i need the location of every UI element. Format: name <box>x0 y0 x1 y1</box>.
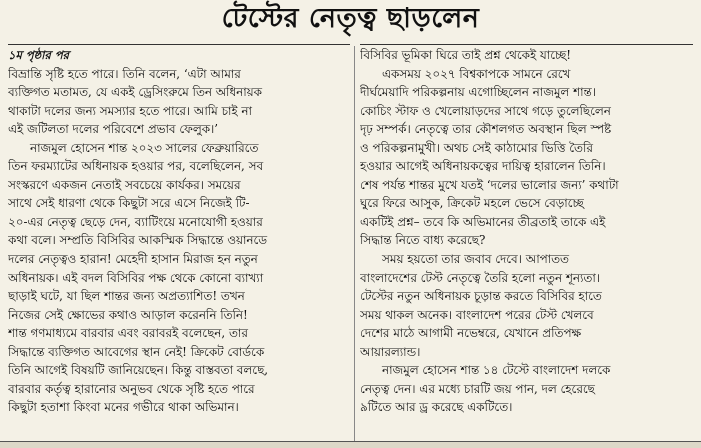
text-line: ২০-এর নেতৃত্ব ছেড়ে দেন, ব্যাটিংয়ে মনোযোগী হওয়ার <box>8 214 263 229</box>
paragraph <box>8 139 350 417</box>
text-line: হওয়ার আগেই অধিনায়কত্বের দায়িত্ব হারালেন তিনি। <box>360 159 606 174</box>
text-line: সিদ্ধান্তে ব্যক্তিগত আবেগের স্থান নেই! ক্রিকেট বোর্ডকে <box>8 344 265 359</box>
paragraph <box>360 250 693 361</box>
text-line: তিনি আগেই বিষয়টি জানিয়েছেন। কিন্তু বাস্তবতা বলছে, <box>8 363 269 378</box>
text-line: শেষ পর্যন্ত শান্তর মুখে যতই ‘দলের ভালোর জন্য’ কথাটা <box>360 177 619 192</box>
text-line: বিসিবির ভূমিকা ঘিরে তাই প্রশ্ন থেকেই যাচ্ছে! <box>360 48 572 62</box>
text-line: নিজের সেই ক্ষোভের কথাও আড়াল করেননি তিনি! <box>8 307 248 322</box>
text-line: বারবার কর্তৃত্ব হারানোর অনুভব থেকে সৃষ্টি হতে পারে <box>8 381 255 396</box>
text-line: দীর্ঘমেয়াদি পরিকল্পনায় এগোচ্ছিলেন নাজমুল শান্ত। <box>360 85 596 100</box>
text-line: সংস্করণে একজন নেতাই সবচেয়ে কার্যকর। সময়ের <box>8 177 241 192</box>
text-line: ৯টিতে আর ড্র করেছে একটিতে। <box>360 400 513 415</box>
text-line: একটিই প্রশ্ন– তবে কি অভিমানের তীব্রতাই তাকে এই <box>360 214 606 229</box>
headline-rule-left <box>8 44 350 45</box>
text-line: কথা বলে। সম্প্রতি বিসিবির আকস্মিক সিদ্ধান্তে ওয়ানডে <box>8 233 268 248</box>
article-column-left <box>8 46 350 441</box>
text-line: নাজমুল হোসেন শান্ত ১৪ টেস্টে বাংলাদেশ দলকে <box>382 363 611 378</box>
text-line: ছাড়াই ঘটে, যা ছিল শান্তর জন্য অপ্রত্যাশিত! তখন <box>8 289 245 304</box>
text-line: সাথে সেই ধারণা থেকে কিছুটা সরে এসে নিজেই টি- <box>8 196 250 211</box>
continued-label: ১ম পৃষ্ঠার পর <box>8 48 69 62</box>
paragraph <box>360 46 693 65</box>
text-line: দেশের মাঠে আগামী নভেম্বরে, যেখানে প্রতিপক্ষ <box>360 326 582 341</box>
text-line: ও পরিকল্পনামুখী। অথচ সেই কাঠামোর ভিত্তি তৈরি <box>360 140 593 155</box>
article-column-right <box>360 46 693 441</box>
text-line: একসময় ২০২৭ বিশ্বকাপকে সামনে রেখে <box>382 66 571 81</box>
text-line: সিদ্ধান্ত নিতে বাধ্য করেছে? <box>360 233 486 248</box>
text-line: কোচিং স্টাফ ও খেলোয়াড়দের সাথে গড়ে তুলেছিলেন <box>360 103 611 118</box>
text-line: থাকাটা দলের জন্য সমস্যার হতে পারে। আমি চাই না <box>8 103 252 118</box>
text-line: তিন ফরম্যাটের অধিনায়ক হওয়ার পর, বলেছিলেন, সব <box>8 159 264 174</box>
text-line: অধিনায়ক। এই বদল বিসিবির পক্ষ থেকে কোনো ব্যাখ্যা <box>8 270 264 285</box>
text-line: ঘুরে ফিরে আসুক, ক্রিকেট মহলে ভেসে বেড়াচ্ছে <box>360 196 584 211</box>
text-line: সময় হয়তো তার জবাব দেবে। আপাতত <box>382 252 569 267</box>
paragraph <box>8 65 350 139</box>
text-line: নাজমুল হোসেন শান্ত ২০২৩ সালের ফেব্রুয়ারিতে <box>30 140 259 155</box>
headline-rule-right <box>360 44 693 45</box>
text-line: সময় থাকল অনেক। বাংলাদেশ পরের টেস্ট খেলবে <box>360 307 594 322</box>
text-line: আয়ারল্যান্ড। <box>360 344 421 359</box>
text-line: ব্যক্তিগত মতামত, যে একই ড্রেসিংরুমে তিন অধিনায়ক <box>8 85 262 100</box>
text-line: দৃঢ় সম্পর্ক। নেতৃত্বে তার কৌশলগত অবস্থান ছিল স্পষ্ট <box>360 122 612 137</box>
text-line: কিছুটা হতাশা কিংবা মনের গভীরে থাকা অভিমান। <box>8 400 239 415</box>
text-line: নেতৃত্ব দেন। এর মধ্যে চারটি জয় পান, দল হেরেছে <box>360 381 595 396</box>
text-line: বাংলাদেশের টেস্ট নেতৃত্বে তৈরি হলো নতুন শূন্যতা। <box>360 270 601 285</box>
text-line: বিভ্রান্তি সৃষ্টি হতে পারে। তিনি বলেন, ‘এটা আমার <box>8 66 241 81</box>
paragraph <box>360 361 693 417</box>
headline: টেস্টের নেতৃত্ব ছাড়লেন <box>221 2 480 34</box>
column-divider <box>354 46 355 441</box>
text-line: এই জটিলতা দলের পরিবেশে প্রভাব ফেলুক।’ <box>8 122 219 137</box>
text-line: দলের নেতৃত্বও হারান! মেহেদী হাসান মিরাজ হন নতুন <box>8 252 258 267</box>
text-line: টেস্টের নতুন অধিনায়ক চূড়ান্ত করতে বিসিবির হাতে <box>360 289 602 304</box>
paragraph <box>360 65 693 250</box>
text-line: শান্ত গণমাধ্যমে বারবার এবং বরাবরই বলেছেন, তার <box>8 326 248 341</box>
